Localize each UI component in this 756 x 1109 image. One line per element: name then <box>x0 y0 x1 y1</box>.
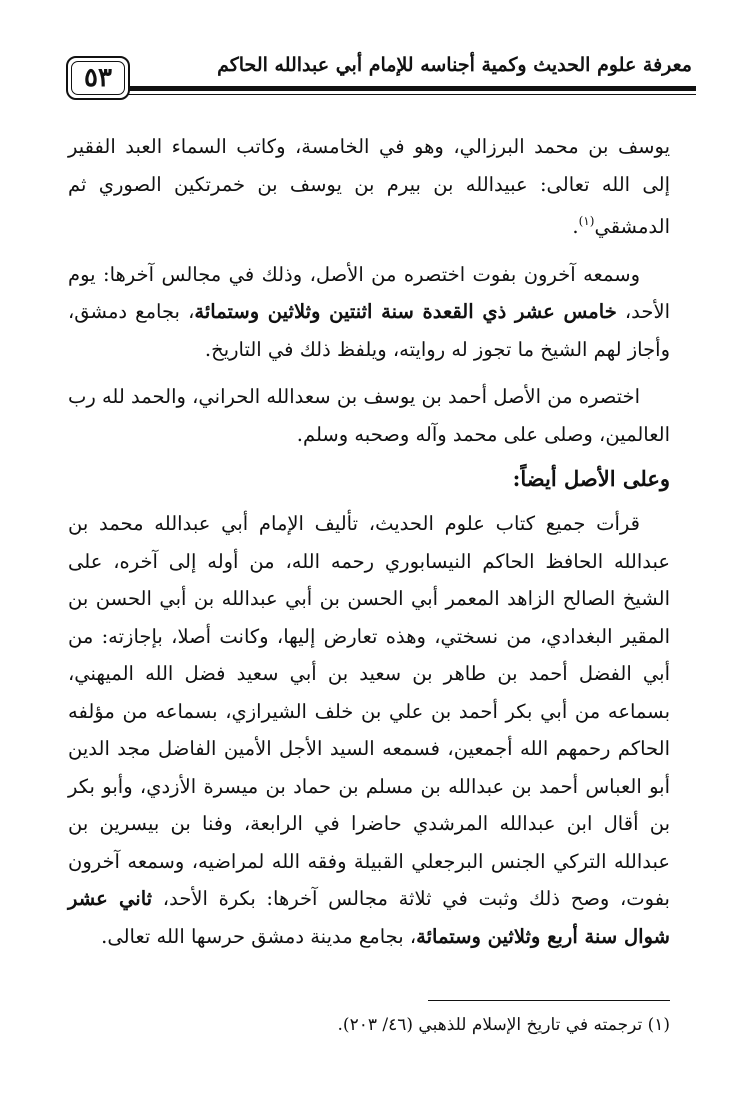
paragraph-2 <box>68 256 670 369</box>
running-header-title: معرفة علوم الحديث وكمية أجناسه للإمام أبي عبدالله الحاكم <box>217 54 692 76</box>
paragraph-3-text: اختصره من الأصل أحمد بن يوسف بن سعدالله الحراني، والحمد لله رب العالمين، وصلى على محمد وآله وصحبه وسلم. <box>68 385 670 446</box>
footnote-separator <box>428 1000 670 1001</box>
paragraph-4-text: قرأت جميع كتاب علوم الحديث، تأليف الإمام أبي عبدالله محمد بن عبدالله الحافظ الحاكم النيسابوري رحمه الله، من أوله إلى آخره، على الشيخ الصالح الزاهد المعمر أبي الحسن بن أبي عبدالله بن أبي الحسن بن المقير البغدادي، من نسختي، وهذه تعارض إليها، وكانت أصلا، بإجازته: من أبي الفضل أحمد بن طاهر بن سعيد بن أبي سعيد فضل الله الميهني، بسماعه من أبي بكر أحمد بن علي بن خلف الشيرازي، بسماعه من مؤلفه الحاكم رحمهم الله أجمعين، فسمعه السيد الأجل الأمين الفاضل مجد الدين أبو العباس أحمد بن عبدالله بن مسلم بن حماد بن ميسرة الأزدي، وأبو بكر بن أقال ابن عبدالله المرشدي حاضرا في الرابعة، وفنا بن بيسرين بن عبدالله التركي الجنس البرجعلي القبيلة وفقه الله لمراضيه، وسمعه آخرون بفوت، وصح ذلك وثبت في ثلاثة مجالس آخرها: بكرة الأحد، <box>68 512 670 910</box>
main-text <box>68 128 670 955</box>
header-rule-thick <box>126 86 696 91</box>
paragraph-1-text: يوسف بن محمد البرزالي، وهو في الخامسة، وكاتب السماء العبد الفقير إلى الله تعالى: عبيدالله بن بيرم بن يوسف بن خمرتكين الصوري ثم الدمشقي <box>68 135 670 238</box>
paragraph-2-end: ، بجامع دمشق، وأجاز لهم الشيخ ما تجوز له روايته، ويلفظ ذلك في التاريخ. <box>68 300 670 361</box>
section-heading: وعلى الأصل أيضاً: <box>512 466 670 491</box>
footnote-ref: (١) <box>578 214 595 228</box>
header-rule-thin <box>126 94 696 95</box>
footnote: (١) ترجمته في تاريخ الإسلام للذهبي (٤٦/ ٢٠٣). <box>337 1015 670 1035</box>
paragraph-2-text: وسمعه آخرون بفوت اختصره من الأصل، وذلك في مجالس آخرها: يوم الأحد، <box>68 262 670 323</box>
paragraph-3 <box>68 378 670 453</box>
paragraph-1 <box>68 128 670 246</box>
paragraph-4 <box>68 505 670 955</box>
paragraph-2-date: خامس عشر ذي القعدة سنة اثنتين وثلاثين وستمائة <box>194 300 617 323</box>
page-number: ٥٣ <box>84 63 112 93</box>
paragraph-4-date: ثاني عشر شوال سنة أربع وثلاثين وستمائة <box>68 887 670 948</box>
page-number-box <box>66 56 130 100</box>
paragraph-1-end: . <box>572 215 579 238</box>
paragraph-4-end: ، بجامع مدينة دمشق حرسها الله تعالى. <box>101 924 417 948</box>
